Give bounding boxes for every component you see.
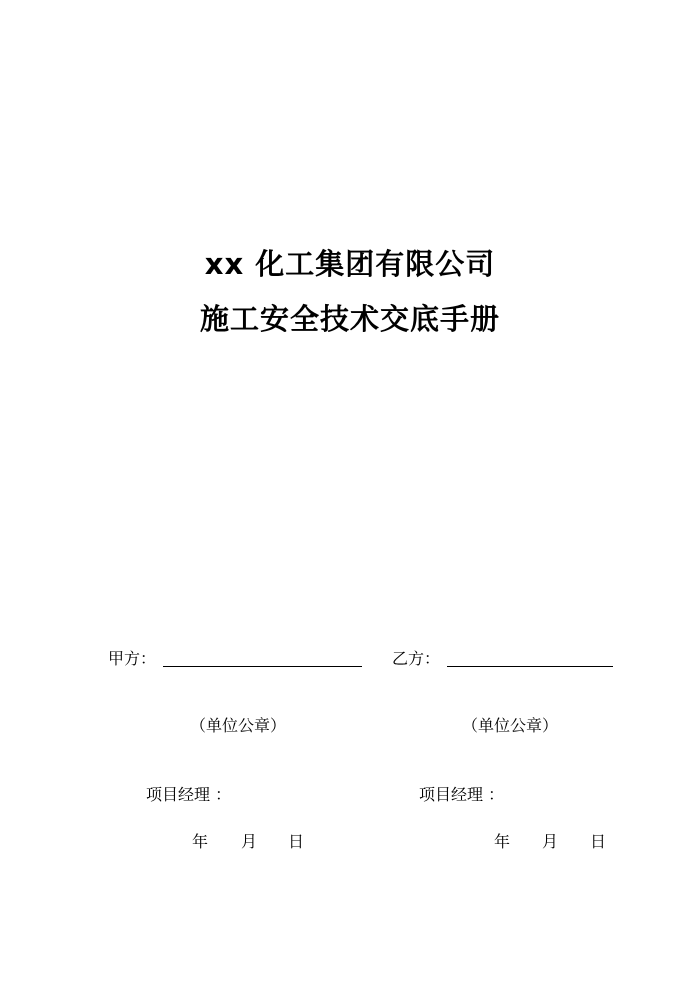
party-b-date-month: 月: [542, 832, 559, 851]
document-title: 施工安全技术交底手册: [199, 302, 500, 336]
party-b-project-manager-label: 项目经理 ：: [419, 785, 505, 804]
party-b-date-day: 日: [590, 832, 607, 851]
party-b-date-year: 年: [494, 832, 511, 851]
party-a-project-manager-label: 项目经理 ：: [146, 785, 232, 804]
party-b-signature-line: [447, 666, 613, 667]
party-a-date-month: 月: [241, 832, 258, 851]
party-b-seal-label: （单位公章）: [462, 716, 559, 735]
party-b-label: 乙方：: [392, 649, 441, 668]
party-a-date-day: 日: [288, 832, 305, 851]
party-a-date-year: 年: [192, 832, 209, 851]
party-a-label: 甲方：: [108, 649, 157, 668]
party-a-seal-label: （单位公章）: [190, 716, 287, 735]
party-a-signature-line: [163, 666, 362, 667]
company-name: xx 化工集团有限公司: [204, 247, 496, 281]
